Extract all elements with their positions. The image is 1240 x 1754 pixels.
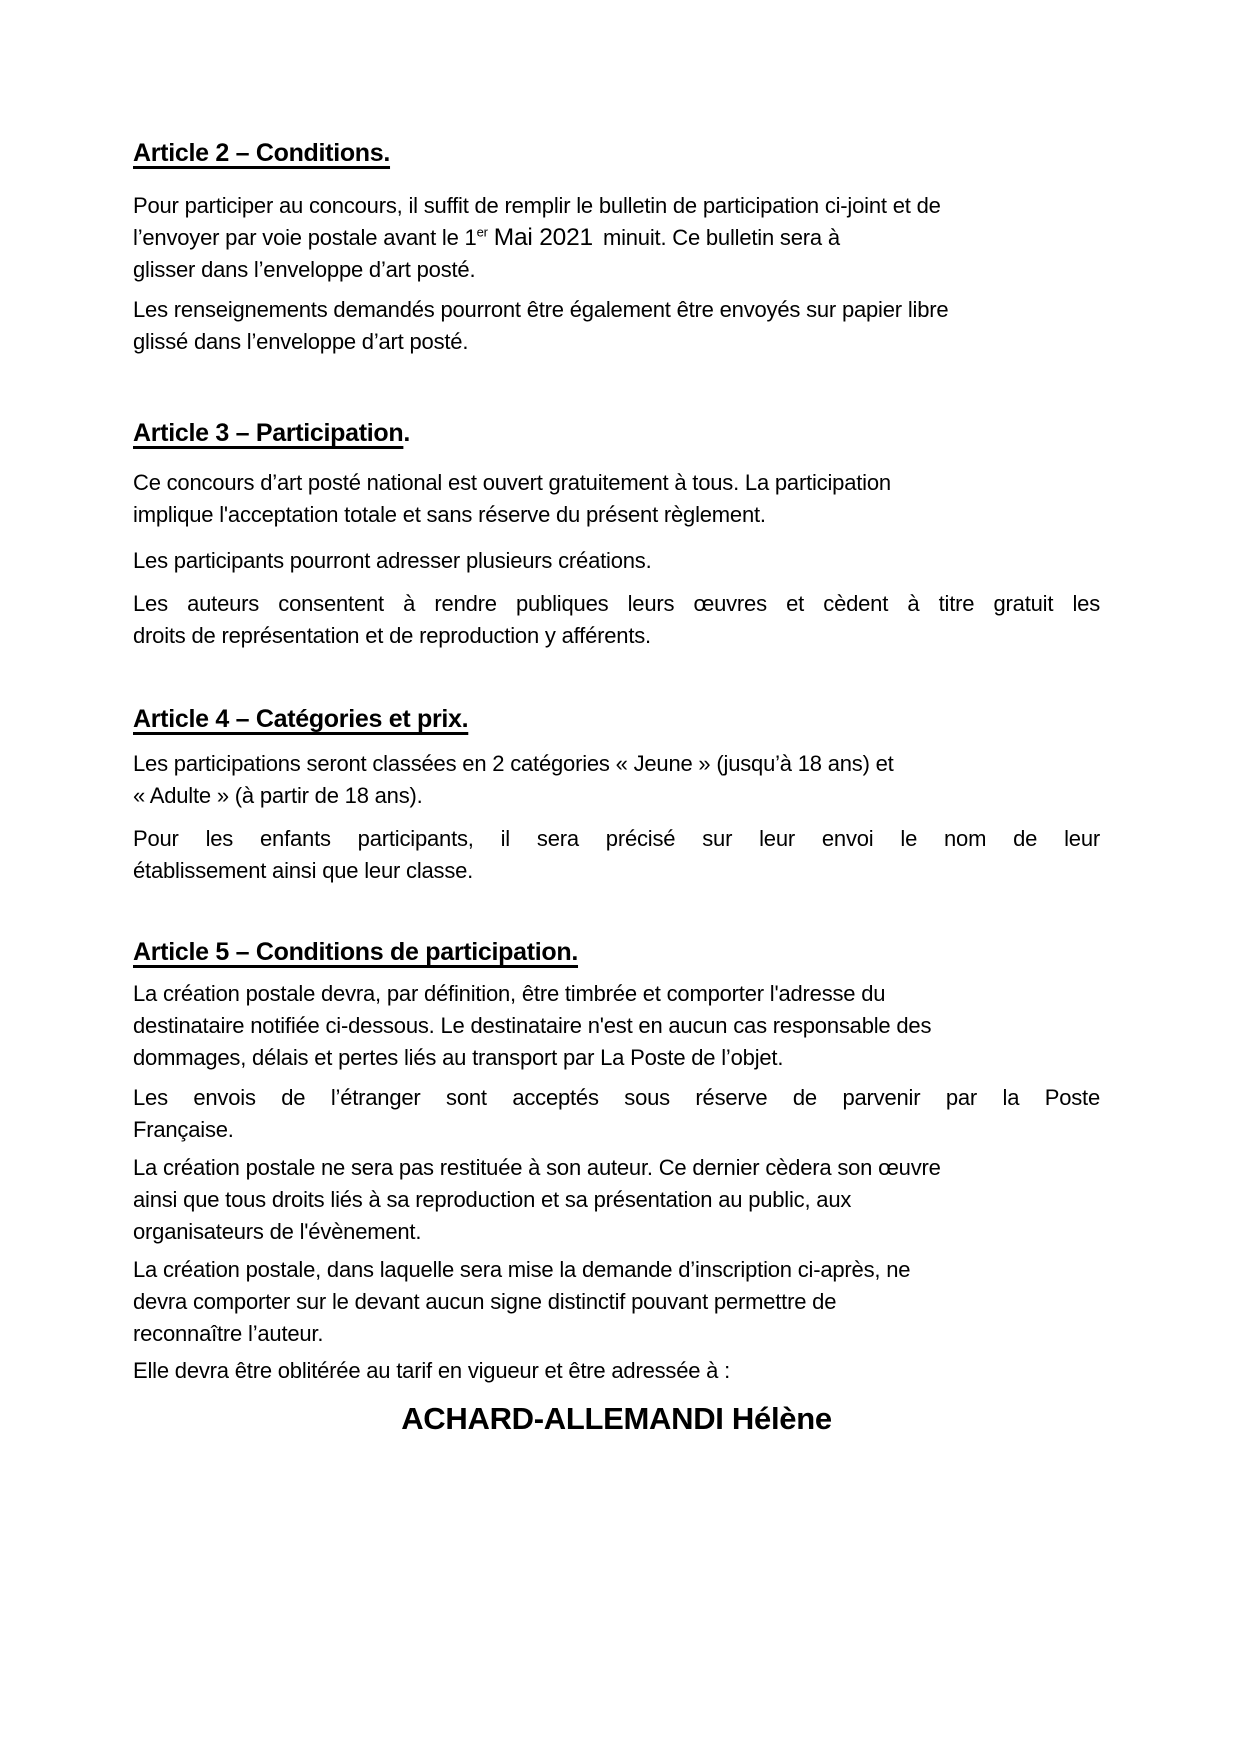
text-line-with-date [133,222,1100,254]
paragraph [133,1355,1100,1387]
text-line: glisser dans l’enveloppe d’art posté. [133,257,476,282]
paragraph [133,1152,1100,1248]
article-2-heading [133,138,1100,168]
text-line: ainsi que tous droits liés à sa reproduction et sa présentation au public, aux [133,1187,852,1212]
text-line: La création postale ne sera pas restituée à son auteur. Ce dernier cèdera son œuvre [133,1155,941,1180]
text-line: Pour participer au concours, il suffit de remplir le bulletin de participation ci-joint et de [133,193,941,218]
text-line: organisateurs de l'évènement. [133,1219,422,1244]
text-line: dommages, délais et pertes liés au transport par La Poste de l’objet. [133,1045,784,1070]
article-3-heading-text: Article 3 – Participation [133,419,404,447]
article-3-heading [133,418,1100,448]
paragraph [133,588,1100,652]
ordinal-superscript: er [476,224,488,240]
text-line: La création postale devra, par définition, être timbrée et comporter l'adresse du [133,981,886,1006]
text-line: Les renseignements demandés pourront être également être envoyés sur papier libre [133,297,949,322]
text-line: Pour les enfants participants, il sera précisé sur leur envoi le nom de leur [133,826,1100,851]
deadline-date: Mai 2021 [493,224,593,251]
text-line: établissement ainsi que leur classe. [133,858,474,883]
article-4-heading [133,704,1100,734]
text-line: droits de représentation et de reproduction y afférents. [133,623,651,648]
text-line: Les auteurs consentent à rendre publiques leurs œuvres et cèdent à titre gratuit les [133,591,1100,616]
text-line: implique l'acceptation totale et sans réserve du présent règlement. [133,502,766,527]
article-4-heading-text: Article 4 – Catégories et prix. [133,705,469,733]
text-line: « Adulte » (à partir de 18 ans). [133,783,423,808]
paragraph [133,823,1100,887]
article-3-heading-tail: . [403,419,411,447]
paragraph [133,748,1100,812]
paragraph [133,545,1100,577]
paragraph [133,467,1100,531]
article-5-heading-text: Article 5 – Conditions de participation. [133,938,579,966]
paragraph [133,190,1100,286]
article-2-heading-text: Article 2 – Conditions. [133,139,391,167]
text-line: Elle devra être oblitérée au tarif en vigueur et être adressée à : [133,1358,731,1383]
text-line: destinataire notifiée ci-dessous. Le destinataire n'est en aucun cas responsable des [133,1013,932,1038]
text-line: reconnaître l’auteur. [133,1321,324,1346]
paragraph [133,294,1100,358]
text-line: Française. [133,1117,234,1142]
date-line-post: minuit. Ce bulletin sera à [602,225,840,250]
document-content [133,138,1100,1437]
text-line: Les envois de l’étranger sont acceptés sous réserve de parvenir par la Poste [133,1085,1100,1110]
text-line: devra comporter sur le devant aucun signe distinctif pouvant permettre de [133,1289,837,1314]
paragraph [133,1082,1100,1146]
text-line: La création postale, dans laquelle sera mise la demande d’inscription ci-après, ne [133,1257,911,1282]
text-line: Ce concours d’art posté national est ouvert gratuitement à tous. La participation [133,470,891,495]
article-5-heading [133,937,1100,967]
text-line: Les participations seront classées en 2 catégories « Jeune » (jusqu’à 18 ans) et [133,751,894,776]
text-line: Les participants pourront adresser plusieurs créations. [133,548,652,573]
text-line: glissé dans l’enveloppe d’art posté. [133,329,469,354]
recipient-name: ACHARD-ALLEMANDI Hélène [401,1401,832,1436]
date-line-pre: l’envoyer par voie postale avant le 1 [133,225,477,250]
paragraph [133,1254,1100,1350]
paragraph [133,978,1100,1074]
